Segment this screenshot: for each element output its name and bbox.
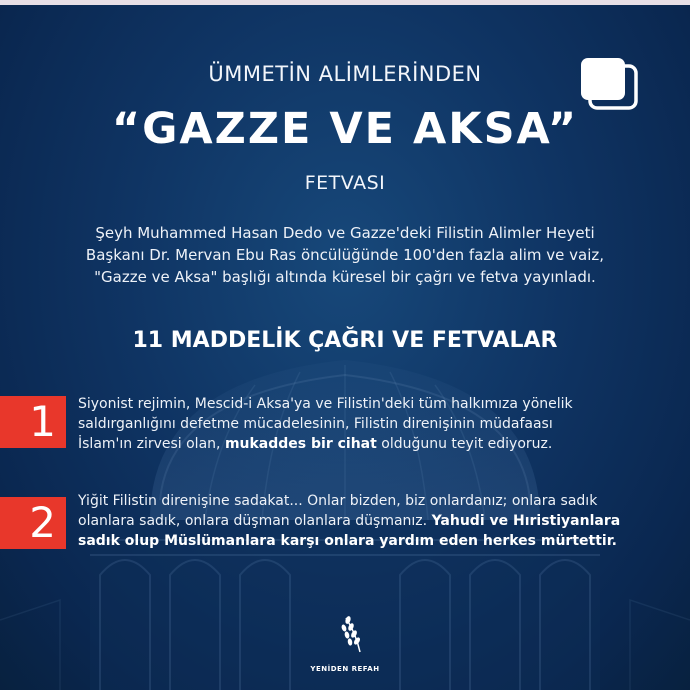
intro-paragraph xyxy=(55,222,635,288)
item-line: Siyonist rejimin, Mescid-i Aksa'ya ve Filistin'deki tüm halkımıza yönelik xyxy=(78,396,573,412)
item-line: saldırganlığını defetme mücadelesinin, Filistin direnişinin müdafaası xyxy=(78,416,553,432)
item-line-emphasis: sadık olup Müslümanlara karşı onlara yardım eden herkes mürtettir. xyxy=(78,533,617,549)
intro-line: Başkanı Dr. Mervan Ebu Ras öncülüğünde 100'den fazla alim ve vaiz, xyxy=(85,246,605,264)
item-line-emphasis: mukaddes bir cihat xyxy=(224,436,377,452)
item-line xyxy=(78,434,668,454)
item-number-badge: 1 xyxy=(0,396,66,448)
crescent-wheat-icon xyxy=(318,610,372,664)
intro-line: Şeyh Muhammed Hasan Dedo ve Gazze'deki Filistin Alimler Heyeti xyxy=(95,224,595,242)
section-heading: 11 MADDELİK ÇAĞRI VE FETVALAR xyxy=(132,328,558,353)
logo-text: YENİDEN REFAH xyxy=(310,665,380,673)
intro-line: "Gazze ve Aksa" başlığı altında küresel bir çağrı ve fetva yayınladı. xyxy=(94,268,596,286)
item-line-part: olanlara sadık, onlara düşman olanlara düşmanız. xyxy=(78,513,432,529)
item-line xyxy=(78,511,668,531)
sub-title: FETVASI xyxy=(304,172,386,194)
item-line-part: İslam'ın zirvesi olan, xyxy=(78,436,225,452)
item-number-badge: 2 xyxy=(0,497,66,549)
item-line xyxy=(78,531,668,551)
item-line-emphasis: Yahudi ve Hıristiyanlara xyxy=(431,513,621,529)
pre-title: ÜMMETİN ALİMLERİNDEN xyxy=(208,62,482,86)
item-line: Yiğit Filistin direnişine sadakat... Onlar bizden, biz onlardanız; onlara sadık xyxy=(78,493,598,509)
item-text xyxy=(78,491,668,551)
item-text xyxy=(78,394,668,454)
main-title: “GAZZE VE AKSA” xyxy=(111,104,579,154)
item-line-part: olduğunu teyit ediyoruz. xyxy=(376,436,553,452)
